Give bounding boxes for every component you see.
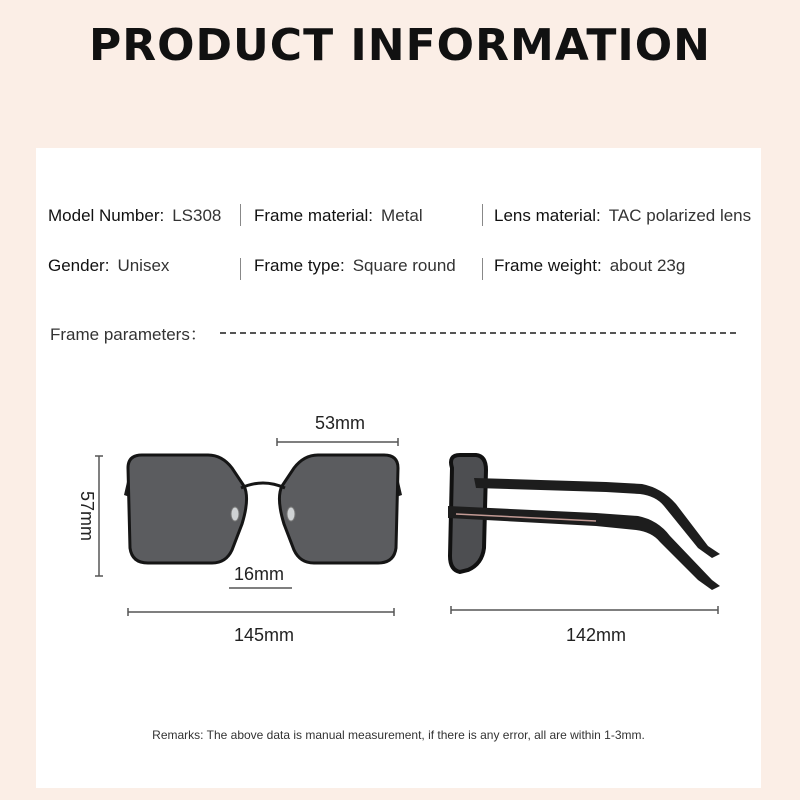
divider — [240, 258, 241, 280]
spec-frame-weight — [494, 256, 685, 276]
spec-frame-type — [254, 256, 456, 276]
spec-key: Gender: — [48, 256, 110, 275]
side-view-glasses — [448, 455, 720, 645]
spec-gender — [48, 256, 169, 276]
page-title: PRODUCT INFORMATION — [89, 20, 711, 71]
frame-width-label: 145mm — [233, 625, 295, 645]
product-info-card — [36, 148, 761, 788]
dashed-divider — [220, 332, 736, 334]
spec-value: TAC polarized lens — [608, 206, 752, 225]
temple-length-label: 142mm — [565, 625, 627, 645]
right-lens — [279, 455, 398, 563]
nose-pad-left — [231, 507, 239, 521]
divider — [482, 204, 483, 226]
spec-key: Model Number: — [48, 206, 165, 225]
lens-width-label: 53mm — [314, 413, 366, 433]
spec-key: Lens material: — [494, 206, 601, 225]
frame-parameters-label: Frame parameters： — [50, 325, 207, 344]
spec-lens-material — [494, 206, 751, 226]
spec-value: Unisex — [117, 256, 170, 275]
spec-key: Frame material: — [254, 206, 374, 225]
divider — [482, 258, 483, 280]
spec-frame-material — [254, 206, 423, 226]
spec-value: Metal — [381, 206, 423, 225]
spec-key: Frame type: — [254, 256, 345, 275]
nose-pad-right — [287, 507, 295, 521]
glasses-diagram — [36, 398, 761, 658]
spec-value: Square round — [352, 256, 456, 275]
front-view-glasses — [77, 413, 402, 645]
bridge-label: 16mm — [233, 564, 285, 584]
spec-key: Frame weight: — [494, 256, 602, 275]
spec-value: LS308 — [172, 206, 222, 225]
remarks-note: Remarks: The above data is manual measurement, if there is any error, all are within 1-3mm. — [152, 728, 645, 742]
spec-value: about 23g — [609, 256, 686, 275]
spec-model-number — [48, 206, 221, 226]
divider — [240, 204, 241, 226]
left-lens — [128, 455, 247, 563]
lens-height-label: 57mm — [77, 490, 97, 542]
bridge — [241, 483, 285, 488]
